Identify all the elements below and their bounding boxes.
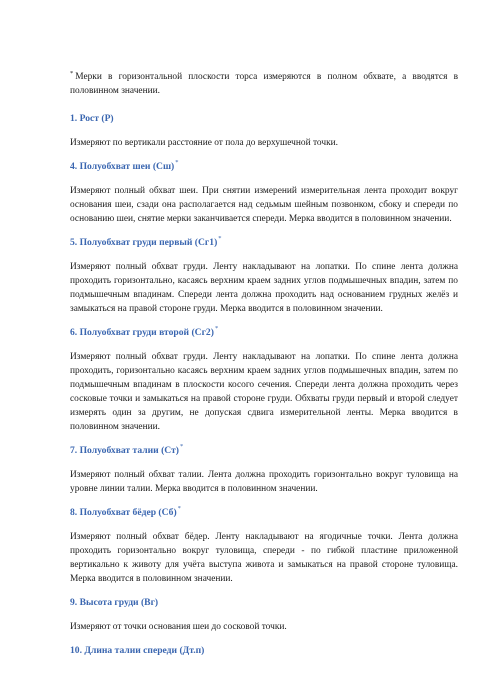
section-hip-half-girth: [70, 506, 458, 586]
section-heading-text: 10. Длина талии спереди (Дт.п): [70, 645, 205, 656]
footnote-marker: *: [218, 235, 222, 242]
section-heading-text: 9. Высота груди (Вг): [70, 597, 159, 608]
intro-note-text: Мерки в горизонтальной плоскости торса измеряются в полном обхвате, а вводятся в половинном значении.: [70, 72, 458, 96]
section-body: Измеряют от точки основания шеи до сосковой точки.: [70, 622, 287, 632]
footnote-marker: *: [70, 70, 74, 77]
section-body: Измеряют полный обхват талии. Лента должна проходить горизонтально вокруг туловища на уровне линии талии. Мерка вводится в половинном значении.: [70, 470, 458, 494]
footnote-marker: *: [177, 505, 181, 512]
section-heading: [70, 596, 458, 610]
section-heading: [70, 236, 458, 250]
section-heading: [70, 112, 458, 126]
section-neck-half-girth: [70, 160, 458, 226]
section-height: [70, 112, 458, 150]
section-body: Измеряют по вертикали расстояние от пола до верхушечной точки.: [70, 138, 338, 148]
footnote-marker: *: [214, 325, 219, 332]
section-chest-half-girth-first: [70, 236, 458, 316]
section-heading: [70, 644, 458, 658]
document-page: [70, 70, 458, 668]
section-body: Измеряют полный обхват шеи. При снятии измерений измерительная лента проходит вокруг основания шеи, сзади она располагается над седьмым шейным позвонком, сбоку и спереди по основанию шеи, снятие мерки заканчивается спереди. Мерка вводится в половинном значении.: [70, 186, 458, 224]
footnote-marker: *: [175, 159, 179, 166]
section-heading-text: 7. Полуобхват талии (Ст): [70, 445, 179, 456]
section-heading: [70, 160, 458, 174]
section-heading-text: 5. Полуобхват груди первый (Сг1): [70, 237, 218, 248]
section-heading: [70, 326, 458, 340]
section-heading-text: 8. Полуобхват бёдер (Сб): [70, 507, 177, 518]
section-waist-half-girth: [70, 444, 458, 496]
section-heading-text: 4. Полуобхват шеи (Сш): [70, 161, 175, 172]
footnote-marker: *: [179, 443, 184, 450]
section-body: Измеряют полный обхват груди. Ленту накладывают на лопатки. По спине лента должна проходить горизонтально, касаясь верхним краем задних углов подмышечных впадин, затем по подмышечным впадинам. Спереди лента должна проходить над основанием грудных желёз и замыкаться на правой стороне груди. Мерка вводится в половинном значении.: [70, 262, 458, 314]
section-body: Измеряют полный обхват бёдер. Ленту накладывают на ягодичные точки. Лента должна проходить горизонтально вокруг туловища, спереди - по гибкой пластине приложенной вертикально к животу для учёта выступа живота и замыкаться на правой стороне туловища. Мерка вводится в половинном значении.: [70, 532, 458, 584]
section-heading: [70, 506, 458, 520]
intro-note: [70, 70, 458, 98]
section-bust-height: [70, 596, 458, 634]
section-body: Измеряют полный обхват груди. Ленту накладывают на лопатки. По спине лента должна проходить, горизонтально касаясь верхним краем задних углов подмышечных впадин, затем по подмышечным впадинам в плоскости косого сечения. Спереди лента должна проходить через сосковые точки и замыкаться на правой стороне груди. Обхваты груди первый и второй следует измерять один за другим, не допуская сдвига измерительной ленты. Мерка вводится в половинном значении.: [70, 352, 458, 432]
section-heading-text: 6. Полуобхват груди второй (Сг2): [70, 327, 214, 338]
section-front-waist-length: [70, 644, 458, 658]
section-heading: [70, 444, 458, 458]
section-chest-half-girth-second: [70, 326, 458, 434]
section-heading-text: 1. Рост (Р): [70, 113, 114, 124]
